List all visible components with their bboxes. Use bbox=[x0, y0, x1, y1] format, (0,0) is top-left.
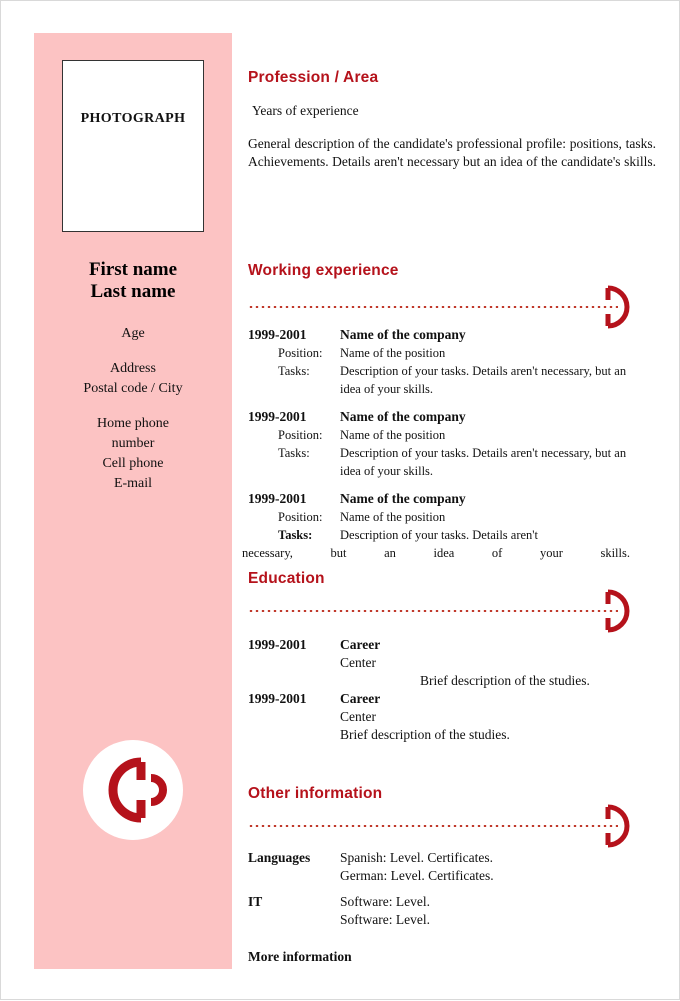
tasks-value-line2: necessary, but an idea of your skills. bbox=[242, 546, 630, 560]
position-value: Name of the position bbox=[340, 428, 446, 442]
experience-tasks-row bbox=[248, 526, 648, 544]
profile-title: Profession / Area bbox=[248, 69, 379, 86]
experience-position-row bbox=[248, 344, 648, 362]
education-center-row bbox=[248, 654, 648, 672]
working-experience-title: Working experience bbox=[248, 262, 399, 279]
position-label: Position: bbox=[278, 428, 323, 442]
spacer bbox=[248, 708, 340, 726]
experience-years: 1999-2001 bbox=[248, 327, 307, 342]
experience-entry bbox=[248, 326, 648, 398]
experience-header-row bbox=[248, 490, 648, 508]
more-information-label: More information bbox=[248, 949, 352, 964]
experience-company: Name of the company bbox=[340, 491, 466, 506]
sidebar bbox=[34, 33, 232, 969]
it-label: IT bbox=[248, 894, 263, 909]
logo-badge bbox=[83, 740, 183, 840]
age-field: Age bbox=[121, 326, 145, 341]
languages-row bbox=[248, 849, 648, 885]
experience-header-row bbox=[248, 326, 648, 344]
spacer bbox=[248, 672, 340, 690]
education-header-row bbox=[248, 690, 648, 708]
profile-section bbox=[248, 69, 656, 171]
education-title: Education bbox=[248, 570, 325, 587]
education-description: Brief description of the studies. bbox=[340, 727, 510, 742]
profile-description: General description of the candidate's professional profile: positions, tasks. Achievements. Details aren't necessary but an idea of the candidate's skills. bbox=[248, 136, 656, 169]
spacer bbox=[248, 911, 340, 929]
address-line: Address bbox=[110, 361, 156, 376]
languages-value-1: Spanish: Level. Certificates. bbox=[340, 850, 493, 865]
spacer bbox=[248, 726, 340, 744]
experience-entry bbox=[248, 408, 648, 480]
education-center: Center bbox=[340, 655, 376, 670]
tasks-label: Tasks: bbox=[278, 528, 313, 542]
candidate-name bbox=[34, 259, 232, 303]
education-header-row bbox=[248, 636, 648, 654]
education-career: Career bbox=[340, 637, 381, 652]
section-divider bbox=[248, 610, 618, 612]
arc-decoration-icon bbox=[602, 588, 632, 634]
experience-company: Name of the company bbox=[340, 409, 466, 424]
working-experience-section bbox=[242, 262, 648, 562]
experience-entry bbox=[242, 490, 648, 562]
experience-tasks-row bbox=[248, 444, 648, 480]
profile-years: Years of experience bbox=[252, 103, 359, 118]
email-line: E-mail bbox=[113, 476, 153, 491]
education-description: Brief description of the studies. bbox=[420, 673, 590, 688]
education-years: 1999-2001 bbox=[248, 691, 307, 706]
last-name: Last name bbox=[90, 281, 176, 302]
experience-tasks-row bbox=[248, 362, 648, 398]
education-entry bbox=[248, 636, 648, 690]
it-value-2: Software: Level. bbox=[340, 912, 430, 927]
photograph-placeholder[interactable] bbox=[62, 60, 204, 232]
first-name: First name bbox=[88, 259, 178, 280]
education-center-row bbox=[248, 708, 648, 726]
section-divider bbox=[248, 825, 618, 827]
address-block bbox=[34, 359, 232, 399]
education-years: 1999-2001 bbox=[248, 637, 307, 652]
languages-label: Languages bbox=[248, 850, 311, 865]
tasks-value-line1: Description of your tasks. Details aren't bbox=[340, 528, 539, 542]
position-value: Name of the position bbox=[340, 346, 446, 360]
cell-phone-line: Cell phone bbox=[102, 456, 164, 471]
photograph-label: PHOTOGRAPH bbox=[80, 111, 186, 126]
tasks-label: Tasks: bbox=[278, 446, 310, 460]
arc-decoration-icon bbox=[602, 803, 632, 849]
tasks-label: Tasks: bbox=[278, 364, 310, 378]
home-phone-number-line: number bbox=[111, 436, 155, 451]
education-center: Center bbox=[340, 709, 376, 724]
education-description-row bbox=[248, 726, 648, 744]
tasks-value: Description of your tasks. Details aren't necessary, but an idea of your skills. bbox=[340, 364, 627, 396]
main-column bbox=[242, 1, 656, 1001]
position-label: Position: bbox=[278, 510, 323, 524]
section-divider bbox=[248, 306, 618, 308]
position-value: Name of the position bbox=[340, 510, 446, 524]
it-value-1: Software: Level. bbox=[340, 894, 430, 909]
it-row bbox=[248, 893, 648, 929]
experience-company: Name of the company bbox=[340, 327, 466, 342]
languages-value-2: German: Level. Certificates. bbox=[340, 868, 494, 883]
spacer bbox=[248, 867, 340, 885]
education-career: Career bbox=[340, 691, 381, 706]
other-information-section bbox=[248, 785, 648, 965]
spacer bbox=[248, 654, 340, 672]
arc-decoration-icon bbox=[602, 284, 632, 330]
experience-position-row bbox=[248, 508, 648, 526]
tasks-value: Description of your tasks. Details aren't necessary, but an idea of your skills. bbox=[340, 446, 627, 478]
experience-position-row bbox=[248, 426, 648, 444]
education-section bbox=[248, 570, 648, 744]
education-description-row bbox=[248, 672, 648, 690]
education-entry bbox=[248, 690, 648, 744]
experience-years: 1999-2001 bbox=[248, 409, 307, 424]
experience-years: 1999-2001 bbox=[248, 491, 307, 506]
contact-block bbox=[34, 414, 232, 494]
position-label: Position: bbox=[278, 346, 323, 360]
home-phone-line: Home phone bbox=[97, 416, 169, 431]
other-information-title: Other information bbox=[248, 785, 383, 802]
experience-header-row bbox=[248, 408, 648, 426]
logo-arcs-icon bbox=[83, 740, 183, 840]
postal-city-line: Postal code / City bbox=[83, 381, 183, 396]
